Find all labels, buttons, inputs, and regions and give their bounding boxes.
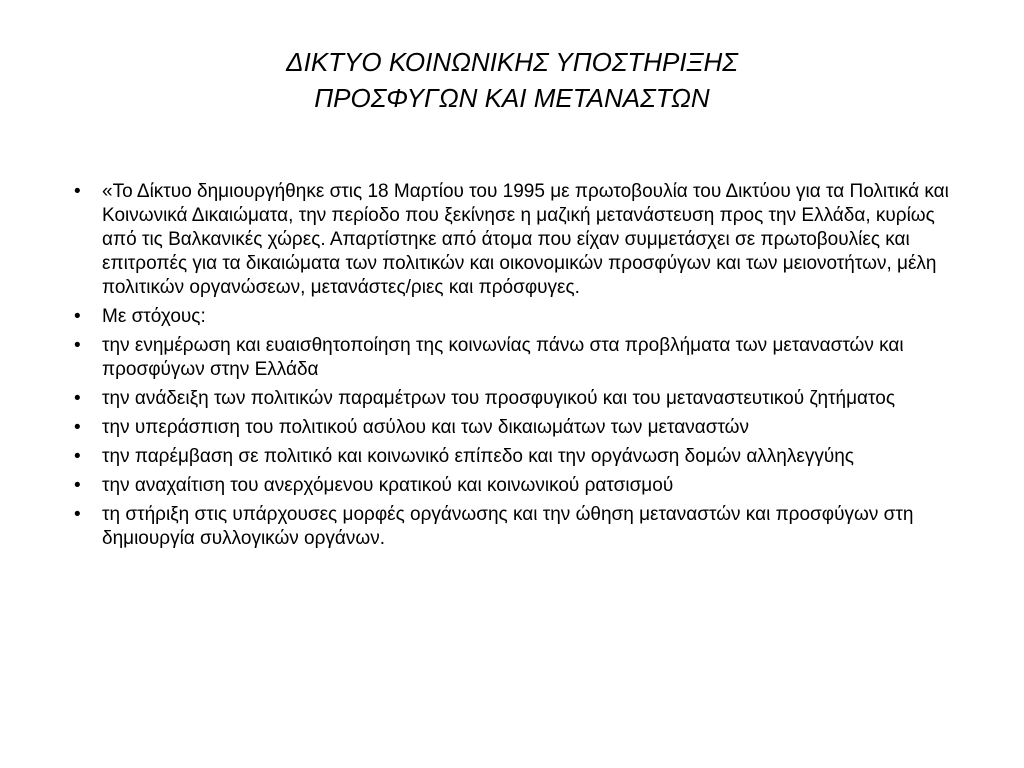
list-item — [74, 180, 954, 300]
list-item — [74, 305, 954, 329]
bullet-icon: • — [74, 475, 81, 496]
list-item — [74, 445, 954, 469]
bullet-icon: • — [74, 388, 81, 409]
list-item-text: Με στόχους: — [102, 306, 206, 327]
slide-title — [60, 44, 964, 116]
bullet-icon: • — [74, 504, 81, 525]
list-item-text: την ενημέρωση και ευαισθητοποίηση της κοινωνίας πάνω στα προβλήματα των μεταναστών και προσφύγων στην Ελλάδα — [102, 335, 904, 380]
list-item-text: την ανάδειξη των πολιτικών παραμέτρων του προσφυγικού και του μεταναστευτικού ζητήματος — [102, 388, 895, 409]
bullet-icon: • — [74, 335, 81, 356]
bullet-icon: • — [74, 306, 81, 327]
list-item-text: την παρέμβαση σε πολιτικό και κοινωνικό επίπεδο και την οργάνωση δομών αλληλεγγύης — [102, 446, 854, 467]
list-item-text: τη στήριξη στις υπάρχουσες μορφές οργάνωσης και την ώθηση μεταναστών και προσφύγων στη δημιουργία συλλογικών οργάνων. — [102, 504, 914, 549]
bullet-icon: • — [74, 446, 81, 467]
list-item-text: «Το Δίκτυο δημιουργήθηκε στις 18 Μαρτίου του 1995 με πρωτοβουλία του Δικτύου για τα Πολιτικά και Κοινωνικά Δικαιώματα, την περίοδο που ξεκίνησε η μαζική μετανάστευση προς την Ελλάδα, κυρίως από τις Βαλκανικές χώρες. Απαρτίστηκε από άτομα που είχαν συμμετάσχει σε πρωτοβουλίες και επιτροπές για τα δικαιώματα των πολιτικών και οικονομικών προσφύγων και των μειονοτήτων, μέλη πολιτικών οργανώσεων, μετανάστες/ριες και πρόσφυγες. — [102, 181, 949, 298]
list-item — [74, 503, 954, 551]
list-item-text: την αναχαίτιση του ανερχόμενου κρατικού και κοινωνικού ρατσισμού — [102, 475, 674, 496]
list-item-text: την υπεράσπιση του πολιτικού ασύλου και των δικαιωμάτων των μεταναστών — [102, 417, 750, 438]
title-line-2: ΠΡΟΣΦΥΓΩΝ ΚΑΙ ΜΕΤΑΝΑΣΤΩΝ — [314, 83, 710, 113]
bullet-icon: • — [74, 181, 81, 202]
list-item — [74, 387, 954, 411]
bullet-icon: • — [74, 417, 81, 438]
list-item — [74, 334, 954, 382]
list-item — [74, 416, 954, 440]
bullet-list — [74, 180, 954, 556]
list-item — [74, 474, 954, 498]
title-line-1: ΔΙΚΤΥΟ ΚΟΙΝΩΝΙΚΗΣ ΥΠΟΣΤΗΡΙΞΗΣ — [286, 47, 738, 77]
